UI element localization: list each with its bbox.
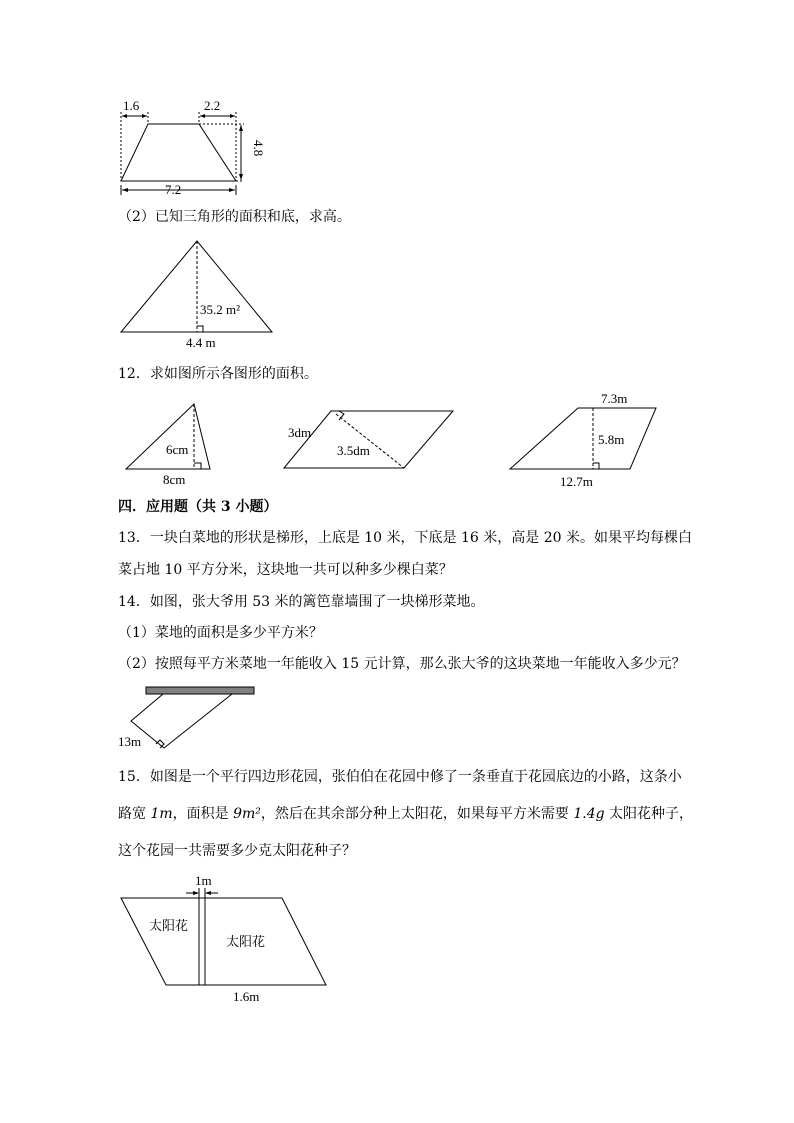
question-13-line-1: 13．一块白菜地的形状是梯形，上底是 10 米，下底是 16 米，高是 20 米。如果平均每棵白 (118, 530, 692, 546)
q15-text-a: 路宽 (118, 806, 151, 822)
trap-top-right-label: 2.2 (204, 98, 221, 113)
q15-text-c: ，然后在其余部分种上太阳花，如果每平方米需要 (260, 806, 574, 822)
question-14-sub-1: （1）菜地的面积是多少平方米？ (118, 625, 323, 641)
parallelogram-side-label: 3dm (288, 425, 312, 440)
q15-text-b: ，面积是 (172, 806, 234, 822)
question-15-line-1: 15．如图是一个平行四边形花园，张伯伯在花园中修了一条垂直于花园底边的小路，这条小 (118, 769, 682, 785)
triangle-area-label: 35.2 m² (200, 302, 241, 317)
question-15-line-3: 这个花园一共需要多少克太阳花种子？ (118, 843, 356, 859)
question-11-2: （2）已知三角形的面积和底，求高。 (118, 209, 351, 225)
trapezoid-top-label: 7.3m (601, 391, 628, 406)
q15-text-d: 太阳花种子， (604, 806, 694, 822)
trap-bottom-label: 7.2 (165, 182, 182, 197)
garden15-path-width-label: 1m (195, 873, 212, 888)
question-14-sub-2: （2）按照每平方米菜地一年能收入 15 元计算，那么张大爷的这块菜地一年能收入多少元？ (118, 656, 686, 672)
q15-path-area: 9m² (233, 806, 261, 822)
question-12: 12．求如图所示各图形的面积。 (118, 366, 318, 382)
trap-top-left-label: 1.6 (123, 98, 140, 113)
trapezoid-height-label: 5.8m (598, 432, 625, 447)
garden15-right-label: 太阳花 (226, 935, 266, 950)
garden15-base-label: 1.6m (233, 989, 260, 1004)
q15-seed-rate: 1.4g (573, 806, 605, 822)
small-triangle-height-label: 6cm (166, 442, 189, 457)
garden14-side-label: 13m (118, 734, 142, 749)
trap-height-label: 4.8 (251, 140, 266, 157)
garden15-left-label: 太阳花 (149, 919, 189, 934)
trapezoid-bottom-label: 12.7m (560, 474, 593, 489)
parallelogram-height-label: 3.5dm (337, 443, 370, 458)
section-4-title: 四．应用题（共 3 小题） (118, 499, 278, 515)
question-14-line-1: 14．如图，张大爷用 53 米的篱笆靠墙围了一块梯形菜地。 (118, 594, 485, 610)
question-13-line-2: 菜占地 10 平方分米，这块地一共可以种多少棵白菜？ (118, 562, 453, 578)
q15-path-width: 1m (150, 806, 173, 822)
triangle-base-label: 4.4 m (186, 335, 216, 350)
small-triangle-base-label: 8cm (163, 472, 186, 487)
